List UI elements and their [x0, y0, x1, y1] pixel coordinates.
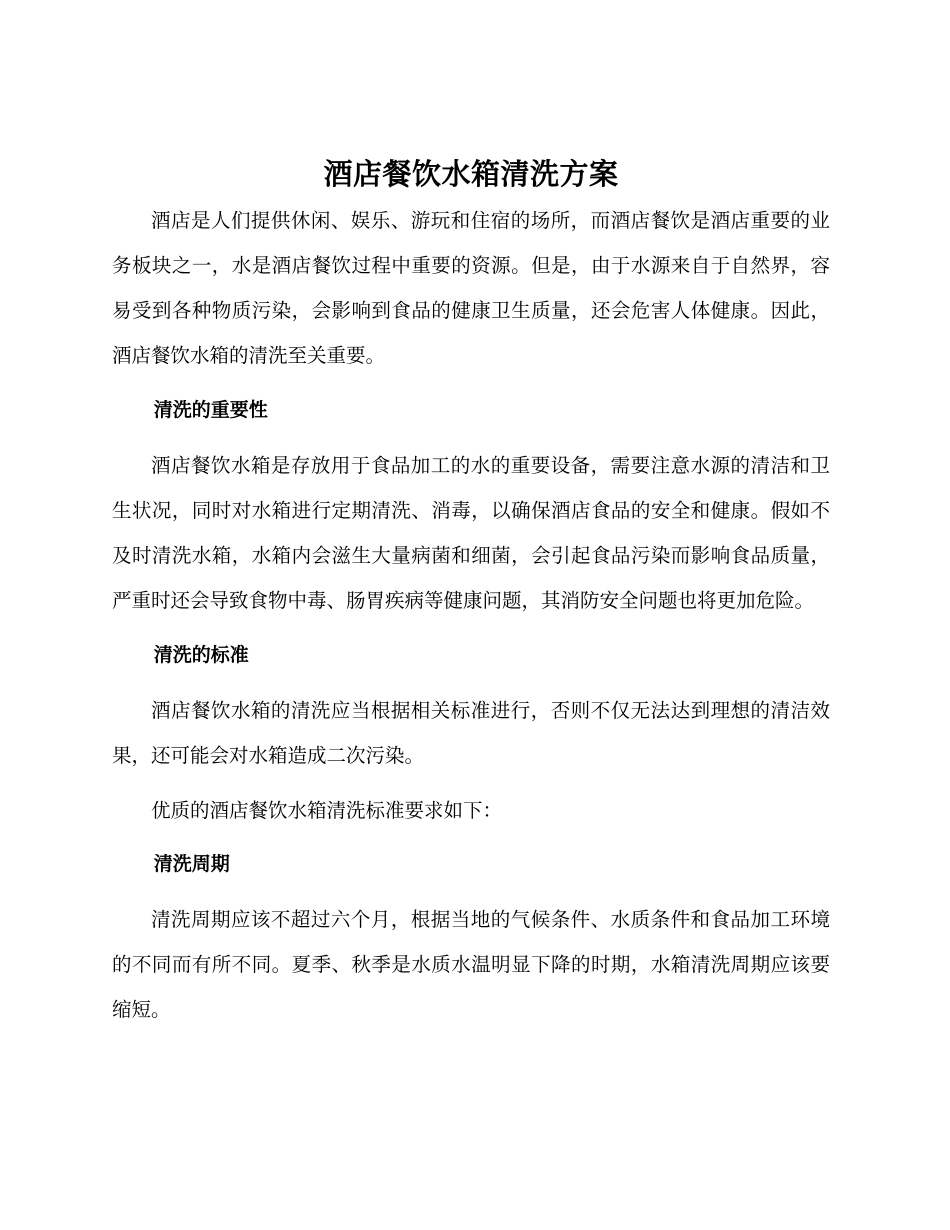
section-heading-importance: 清洗的重要性 — [153, 399, 268, 421]
spacer — [112, 887, 830, 897]
section-heading-standard: 清洗的标准 — [153, 644, 249, 666]
spacer — [112, 378, 830, 388]
standard-requirements-intro: 优质的酒店餐饮水箱清洗标准要求如下： — [151, 799, 503, 822]
document-title: 酒店餐饮水箱清洗方案 — [323, 157, 619, 191]
intro-paragraph: 酒店是人们提供休闲、娱乐、游玩和住宿的场所，而酒店餐饮是酒店重要的业务板块之一，水是酒店餐饮过程中重要的资源。但是，由于水源来自于自然界，容易受到各种物质污染，会影响到食品的健康卫生质量，还会危害人体健康。因此，酒店餐饮水箱的清洗至关重要。 — [112, 209, 830, 367]
section-heading-cycle: 清洗周期 — [153, 853, 230, 875]
spacer — [112, 833, 830, 842]
cycle-paragraph: 清洗周期应该不超过六个月，根据当地的气候条件、水质条件和食品加工环境的不同而有所不同。夏季、秋季是水质水温明显下降的时期，水箱清洗周期应该要缩短。 — [112, 908, 830, 1021]
spacer — [112, 778, 830, 788]
spacer — [112, 623, 830, 633]
document-body — [112, 150, 830, 1032]
standard-paragraph: 酒店餐饮水箱的清洗应当根据相关标准进行，否则不仅无法达到理想的清洁效果，还可能会对水箱造成二次污染。 — [112, 699, 830, 767]
importance-paragraph: 酒店餐饮水箱是存放用于食品加工的水的重要设备，需要注意水源的清洁和卫生状况，同时对水箱进行定期清洗、消毒，以确保酒店食品的安全和健康。假如不及时清洗水箱，水箱内会滋生大量病菌和细菌，会引起食品污染而影响食品质量，严重时还会导致食物中毒、肠胃疾病等健康问题，其消防安全问题也将更加危险。 — [112, 454, 830, 612]
spacer — [112, 678, 830, 688]
spacer — [112, 433, 830, 443]
